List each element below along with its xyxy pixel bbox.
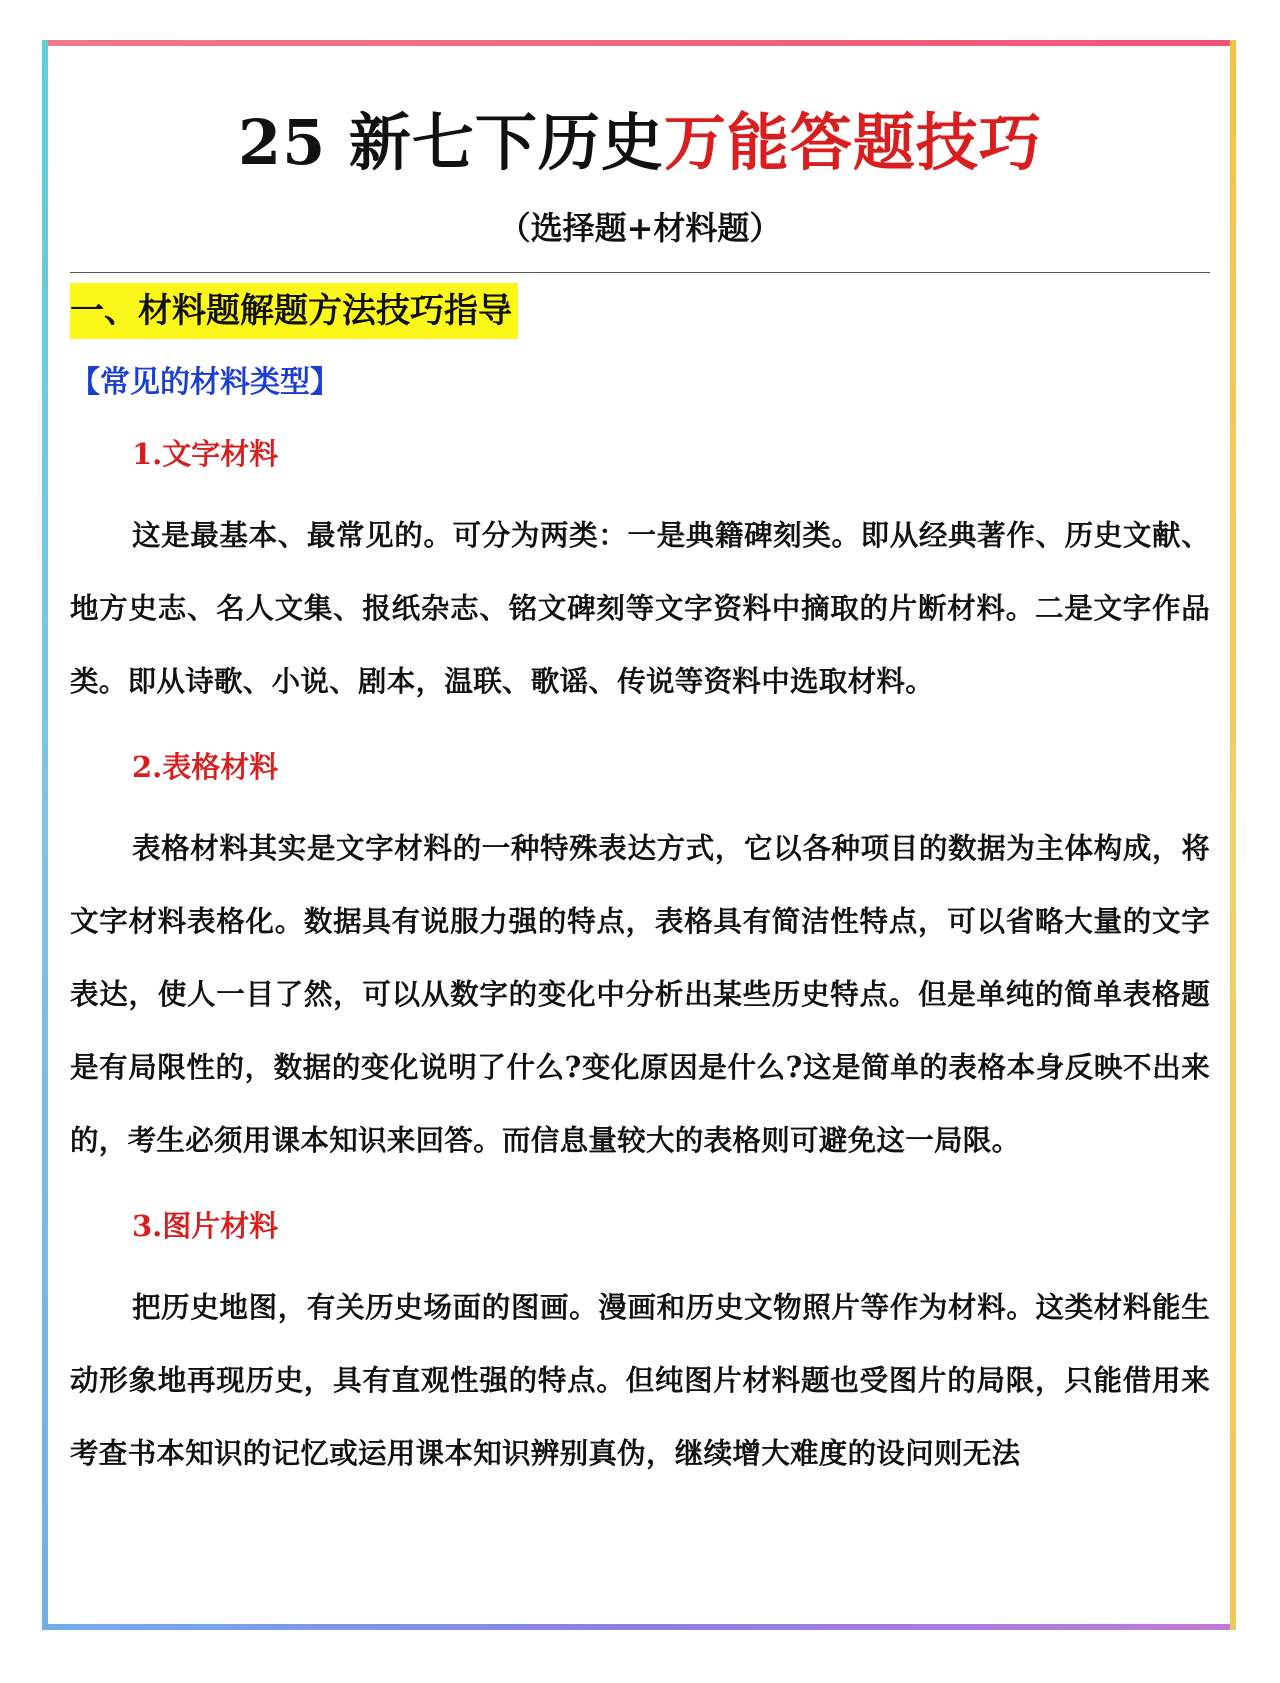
paragraph-text-material: 这是最基本、最常见的。可分为两类：一是典籍碑刻类。即从经典著作、历史文献、地方史志、名人文集、报纸杂志、铭文碑刻等文字资料中摘取的片断材料。二是文字作品类。即从诗歌、小说、剧本，温联、歌谣、传说等资料中选取材料。: [70, 518, 1210, 698]
title-highlight: 万能答题技巧: [663, 106, 1042, 179]
item-heading-table-material: 2.表格材料: [132, 750, 279, 784]
frame-top-border: [42, 40, 1236, 46]
section-heading: 一、材料题解题方法技巧指导: [70, 283, 518, 339]
subsection-heading: 【常见的材料类型】: [70, 365, 340, 400]
frame-right-border: [1230, 40, 1236, 1630]
paragraph-table-material: 表格材料其实是文字材料的一种特殊表达方式，它以各种项目的数据为主体构成，将文字材料表格化。数据具有说服力强的特点，表格具有简洁性特点，可以省略大量的文字表达，使人一目了然，可以从数字的变化中分析出某些历史特点。但是单纯的简单表格题是有局限性的，数据的变化说明了什么?变化原因是什么?这是简单的表格本身反映不出来的，考生必须用课本知识来回答。而信息量较大的表格则可避免这一局限。: [70, 831, 1210, 1157]
page-subtitle: （选择题+材料题）: [498, 209, 782, 247]
page-title: [70, 98, 1210, 188]
frame-left-border: [42, 40, 48, 1630]
paragraph-image-material: 把历史地图，有关历史场面的图画。漫画和历史文物照片等作为材料。这类材料能生动形象地再现历史，具有直观性强的特点。但纯图片材料题也受图片的局限，只能借用来考查书本知识的记忆或运用课本知识辨别真伪，继续增大难度的设问则无法: [70, 1290, 1210, 1470]
title-prefix: 25 新七下历史: [238, 106, 664, 179]
item-heading-text-material: 1.文字材料: [132, 437, 279, 471]
document-body: [70, 60, 1210, 1490]
frame-bottom-border: [42, 1624, 1236, 1630]
item-heading-image-material: 3.图片材料: [132, 1209, 279, 1243]
title-divider: [70, 272, 1210, 273]
